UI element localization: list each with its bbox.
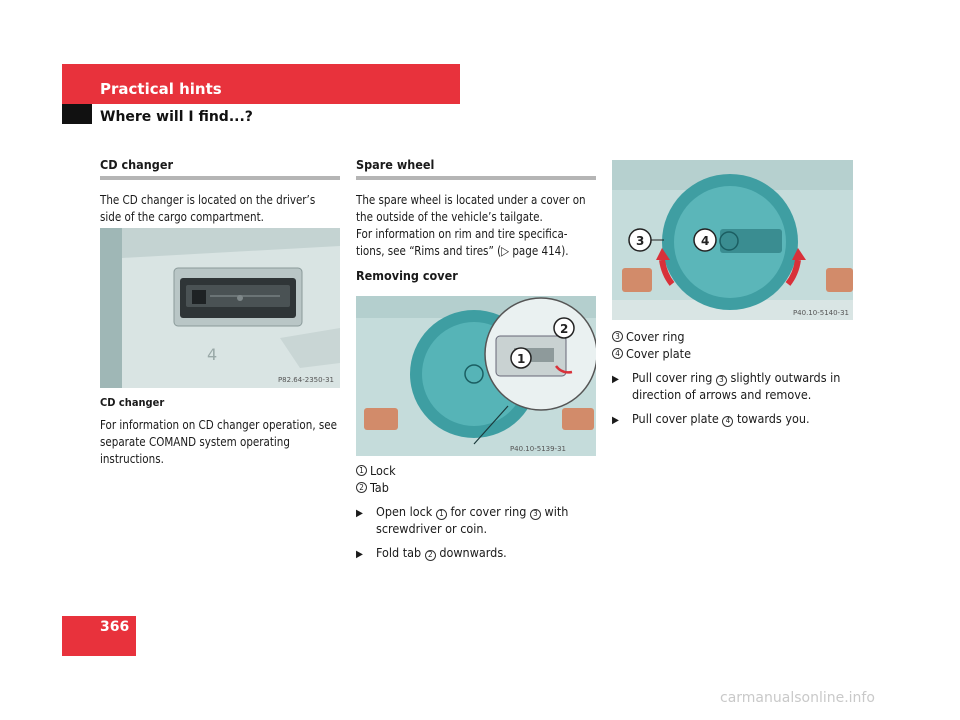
callout-number: 2	[425, 550, 436, 561]
remove-cover-image	[356, 296, 596, 456]
step-fold-tab	[356, 544, 596, 563]
cover-ring-image-code: P40.10-5140-31	[792, 309, 849, 317]
callout-number: 1	[436, 509, 447, 520]
svg-text:1: 1	[517, 352, 526, 366]
step-text-part: Pull cover ring	[632, 370, 713, 385]
callout-number: 3	[612, 331, 623, 342]
svg-text:4: 4	[701, 234, 710, 248]
legend-item	[612, 345, 853, 362]
cd-changer-info: For information on CD changer operation, see separate COMAND system operating instructions.	[100, 417, 338, 466]
step-text-part: for cover ring	[450, 504, 527, 519]
watermark: carmanualsonline.info	[720, 690, 875, 706]
page-number: 366	[100, 619, 130, 635]
remove-cover-image-code: P40.10-5139-31	[509, 445, 566, 453]
spare-wheel-text: The spare wheel is located under a cover on the outside of the vehicle’s tailgate.	[356, 192, 586, 224]
spare-wheel-rims-ref: For information on rim and tire specifica- tions, see “Rims and tires” (▷ page 414).	[356, 226, 569, 258]
subsection-title: Where will I find...?	[100, 109, 253, 125]
callout-number: 4	[612, 348, 623, 359]
step-pull-cover-plate	[612, 410, 853, 429]
step-arrow-icon: ▶	[356, 549, 363, 560]
remove-cover-illustration	[356, 296, 596, 456]
step-text	[632, 410, 852, 429]
legend-item	[356, 462, 596, 479]
step-text-part: Pull cover plate	[632, 411, 719, 426]
legend-label: Tab	[370, 480, 389, 495]
legend-label: Lock	[370, 463, 396, 478]
svg-text:2: 2	[560, 322, 569, 336]
callout-number: 4	[722, 416, 733, 427]
step-text-part: Open lock	[376, 504, 433, 519]
spare-wheel-heading: Spare wheel	[356, 157, 596, 180]
cover-ring-image	[612, 160, 853, 320]
step-arrow-icon: ▶	[612, 415, 619, 426]
section-title: Practical hints	[100, 80, 222, 98]
step-text	[376, 503, 596, 537]
column-cd-changer	[100, 157, 340, 225]
callout-number: 3	[716, 375, 727, 386]
spare-wheel-legend	[356, 462, 596, 563]
callout-number: 1	[356, 465, 367, 476]
cover-ring-legend	[612, 328, 853, 429]
step-text-part: towards you.	[736, 411, 810, 426]
cd-changer-image-code: P82.64-2350-31	[277, 376, 334, 384]
step-arrow-icon: ▶	[356, 508, 363, 519]
legend-item	[612, 328, 853, 345]
step-text-part: with screwdriver or coin.	[376, 504, 569, 536]
step-text-part: slightly outwards in direction of arrows and remove.	[632, 370, 841, 402]
callout-number: 2	[356, 482, 367, 493]
svg-text:4: 4	[207, 345, 218, 364]
legend-item	[356, 479, 596, 496]
removing-cover-heading: Removing cover	[356, 268, 458, 283]
cover-ring-illustration	[612, 160, 853, 320]
step-text	[632, 369, 852, 403]
legend-label: Cover plate	[626, 346, 691, 361]
step-text-part: downwards.	[439, 545, 507, 560]
cd-changer-image	[100, 228, 340, 388]
callout-number: 3	[530, 509, 541, 520]
cd-changer-heading: CD changer	[100, 157, 340, 180]
cd-changer-caption: CD changer	[100, 396, 165, 409]
step-text-part: Fold tab	[376, 545, 422, 560]
step-pull-cover-ring	[612, 369, 853, 403]
cd-changer-text: The CD changer is located on the driver’s side of the cargo compartment.	[100, 192, 316, 224]
column-spare-wheel	[356, 157, 596, 283]
svg-text:3: 3	[636, 234, 645, 248]
step-arrow-icon: ▶	[612, 374, 619, 385]
cd-changer-illustration	[100, 228, 340, 388]
header-marker	[62, 104, 92, 124]
legend-label: Cover ring	[626, 329, 685, 344]
step-open-lock	[356, 503, 596, 537]
step-text	[376, 544, 596, 563]
